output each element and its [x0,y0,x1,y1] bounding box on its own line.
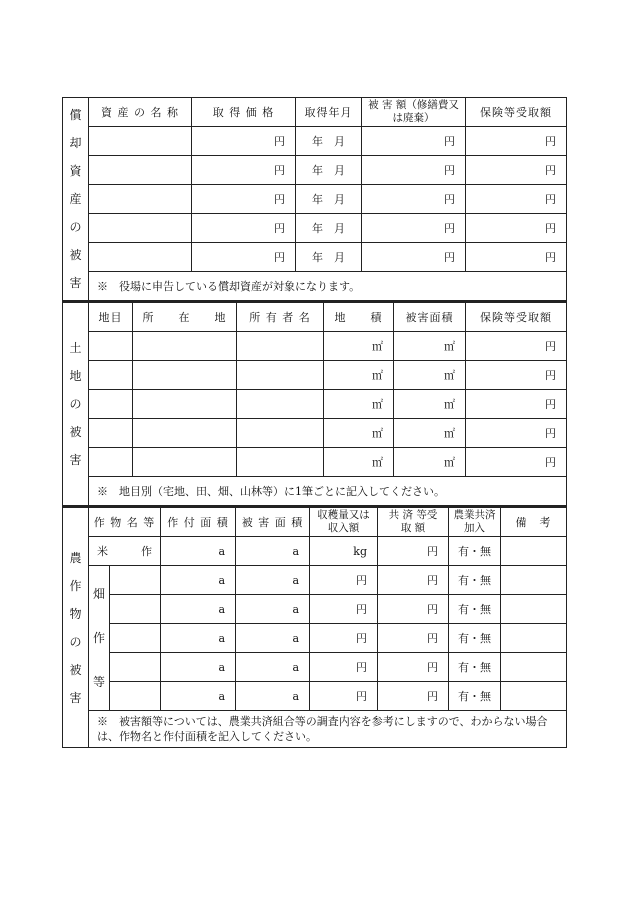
table-row [63,243,567,272]
joined-choice[interactable]: 有・無 [449,595,501,624]
land-category-cell[interactable] [89,390,133,419]
header-mutual-aid: 共 済 等受 取 額 [378,507,449,537]
yield-cell[interactable]: 円 [310,624,378,653]
insurance-cell[interactable]: 円 [466,448,567,477]
crop-name-cell[interactable] [110,682,161,711]
depreciable-assets-table [62,97,567,301]
area-cell[interactable]: ㎡ [324,361,394,390]
location-cell[interactable] [133,361,237,390]
joined-choice[interactable]: 有・無 [449,653,501,682]
planted-area-cell[interactable]: a [161,595,236,624]
remarks-cell[interactable] [501,682,567,711]
damaged-area-cell[interactable]: ㎡ [394,419,466,448]
damaged-area-cell[interactable]: a [236,566,310,595]
owner-cell[interactable] [237,361,324,390]
table-row [63,390,567,419]
yield-cell[interactable]: 円 [310,595,378,624]
header-acquisition-date: 取得年月 [296,98,362,127]
header-remarks: 備 考 [501,507,567,537]
table-row [63,419,567,448]
mutual-aid-cell[interactable]: 円 [378,595,449,624]
header-damaged-area: 被害面積 [394,302,466,332]
price-cell[interactable]: 円 [192,214,296,243]
crop-name-cell[interactable] [110,595,161,624]
owner-cell[interactable] [237,419,324,448]
land-category-cell[interactable] [89,361,133,390]
insurance-cell[interactable]: 円 [466,185,567,214]
yield-cell[interactable]: 円 [310,682,378,711]
header-insurance-received: 保険等受取額 [466,302,567,332]
header-yield-income: 収穫量又は収入額 [310,507,378,537]
header-insurance-joined: 農業共済加入 [449,507,501,537]
section-label-depreciable: 償 却 資 産 の 被 害 [63,98,89,301]
yield-cell[interactable]: 円 [310,566,378,595]
mutual-aid-cell[interactable]: 円 [378,653,449,682]
header-damage-amount: 被 害 額（修繕費又は廃棄） [362,98,466,127]
damaged-area-cell[interactable]: ㎡ [394,390,466,419]
remarks-cell[interactable] [501,537,567,566]
crop-name-cell[interactable] [110,653,161,682]
header-land-area: 地 積 [324,302,394,332]
planted-area-cell[interactable]: a [161,537,236,566]
asset-name-cell[interactable] [89,214,192,243]
remarks-cell[interactable] [501,566,567,595]
land-category-cell[interactable] [89,448,133,477]
depreciable-note: ※ 役場に申告している償却資産が対象になります。 [89,272,567,301]
joined-choice[interactable]: 有・無 [449,624,501,653]
yield-cell[interactable]: 円 [310,653,378,682]
joined-choice[interactable]: 有・無 [449,566,501,595]
insurance-cell[interactable]: 円 [466,419,567,448]
land-table [62,301,567,506]
damage-cell[interactable]: 円 [362,156,466,185]
damage-cell[interactable]: 円 [362,214,466,243]
table-row [63,537,567,566]
land-note: ※ 地目別（宅地、田、畑、山林等）に1筆ごとに記入してください。 [89,477,567,506]
yield-cell[interactable]: kg [310,537,378,566]
price-cell[interactable]: 円 [192,156,296,185]
land-category-cell[interactable] [89,419,133,448]
table-row [63,682,567,711]
location-cell[interactable] [133,419,237,448]
asset-name-cell[interactable] [89,243,192,272]
planted-area-cell[interactable]: a [161,653,236,682]
price-cell[interactable]: 円 [192,185,296,214]
header-asset-name: 資 産 の 名 称 [89,98,192,127]
remarks-cell[interactable] [501,624,567,653]
damaged-area-cell[interactable]: a [236,624,310,653]
owner-cell[interactable] [237,390,324,419]
table-row [63,185,567,214]
insurance-cell[interactable]: 円 [466,127,567,156]
header-damaged-area: 被 害 面 積 [236,507,310,537]
field-crops-label: 畑 作 等 [89,566,110,711]
area-cell[interactable]: ㎡ [324,448,394,477]
area-cell[interactable]: ㎡ [324,390,394,419]
table-row [63,566,567,595]
crop-name-cell[interactable] [110,566,161,595]
land-category-cell[interactable] [89,332,133,361]
table-row [63,361,567,390]
header-crop-name: 作 物 名 等 [89,507,161,537]
area-cell[interactable]: ㎡ [324,332,394,361]
damaged-area-cell[interactable]: a [236,537,310,566]
mutual-aid-cell[interactable]: 円 [378,537,449,566]
damaged-area-cell[interactable]: ㎡ [394,448,466,477]
damage-cell[interactable]: 円 [362,185,466,214]
insurance-cell[interactable]: 円 [466,332,567,361]
location-cell[interactable] [133,390,237,419]
price-cell[interactable]: 円 [192,243,296,272]
location-cell[interactable] [133,448,237,477]
damaged-area-cell[interactable]: ㎡ [394,332,466,361]
header-location: 所 在 地 [133,302,237,332]
table-row [63,156,567,185]
date-cell[interactable]: 年 月 [296,243,362,272]
crops-note: ※ 被害額等については、農業共済組合等の調査内容を参考にしますので、わからない場合は、作物名と作付面積を記入してください。 [89,711,567,748]
header-land-category: 地目 [89,302,133,332]
crop-name-cell[interactable] [110,624,161,653]
damage-cell[interactable]: 円 [362,243,466,272]
table-row [63,595,567,624]
owner-cell[interactable] [237,448,324,477]
table-row [63,448,567,477]
mutual-aid-cell[interactable]: 円 [378,624,449,653]
asset-name-cell[interactable] [89,185,192,214]
remarks-cell[interactable] [501,653,567,682]
mutual-aid-cell[interactable]: 円 [378,682,449,711]
date-cell[interactable]: 年 月 [296,156,362,185]
planted-area-cell[interactable]: a [161,682,236,711]
date-cell[interactable]: 年 月 [296,127,362,156]
damage-cell[interactable]: 円 [362,127,466,156]
price-cell[interactable]: 円 [192,127,296,156]
table-row [63,624,567,653]
crops-table [62,506,567,748]
section-label-land: 土 地 の 被 害 [63,302,89,506]
joined-choice[interactable]: 有・無 [449,537,501,566]
table-row [63,653,567,682]
asset-name-cell[interactable] [89,127,192,156]
table-row [63,127,567,156]
insurance-cell[interactable]: 円 [466,361,567,390]
header-acquisition-price: 取 得 価 格 [192,98,296,127]
location-cell[interactable] [133,332,237,361]
header-owner-name: 所 有 者 名 [237,302,324,332]
owner-cell[interactable] [237,332,324,361]
insurance-cell[interactable]: 円 [466,214,567,243]
damage-report-form [62,97,566,748]
header-planted-area: 作 付 面 積 [161,507,236,537]
rice-label: 米 作 [89,537,161,566]
damaged-area-cell[interactable]: a [236,653,310,682]
date-cell[interactable]: 年 月 [296,214,362,243]
damaged-area-cell[interactable]: a [236,682,310,711]
insurance-cell[interactable]: 円 [466,243,567,272]
table-row [63,214,567,243]
date-cell[interactable]: 年 月 [296,185,362,214]
planted-area-cell[interactable]: a [161,624,236,653]
mutual-aid-cell[interactable]: 円 [378,566,449,595]
insurance-cell[interactable]: 円 [466,390,567,419]
damaged-area-cell[interactable]: a [236,595,310,624]
damaged-area-cell[interactable]: ㎡ [394,361,466,390]
remarks-cell[interactable] [501,595,567,624]
joined-choice[interactable]: 有・無 [449,682,501,711]
table-row [63,332,567,361]
asset-name-cell[interactable] [89,156,192,185]
section-label-crops: 農 作 物 の 被 害 [63,507,89,748]
header-insurance-received: 保険等受取額 [466,98,567,127]
area-cell[interactable]: ㎡ [324,419,394,448]
insurance-cell[interactable]: 円 [466,156,567,185]
planted-area-cell[interactable]: a [161,566,236,595]
